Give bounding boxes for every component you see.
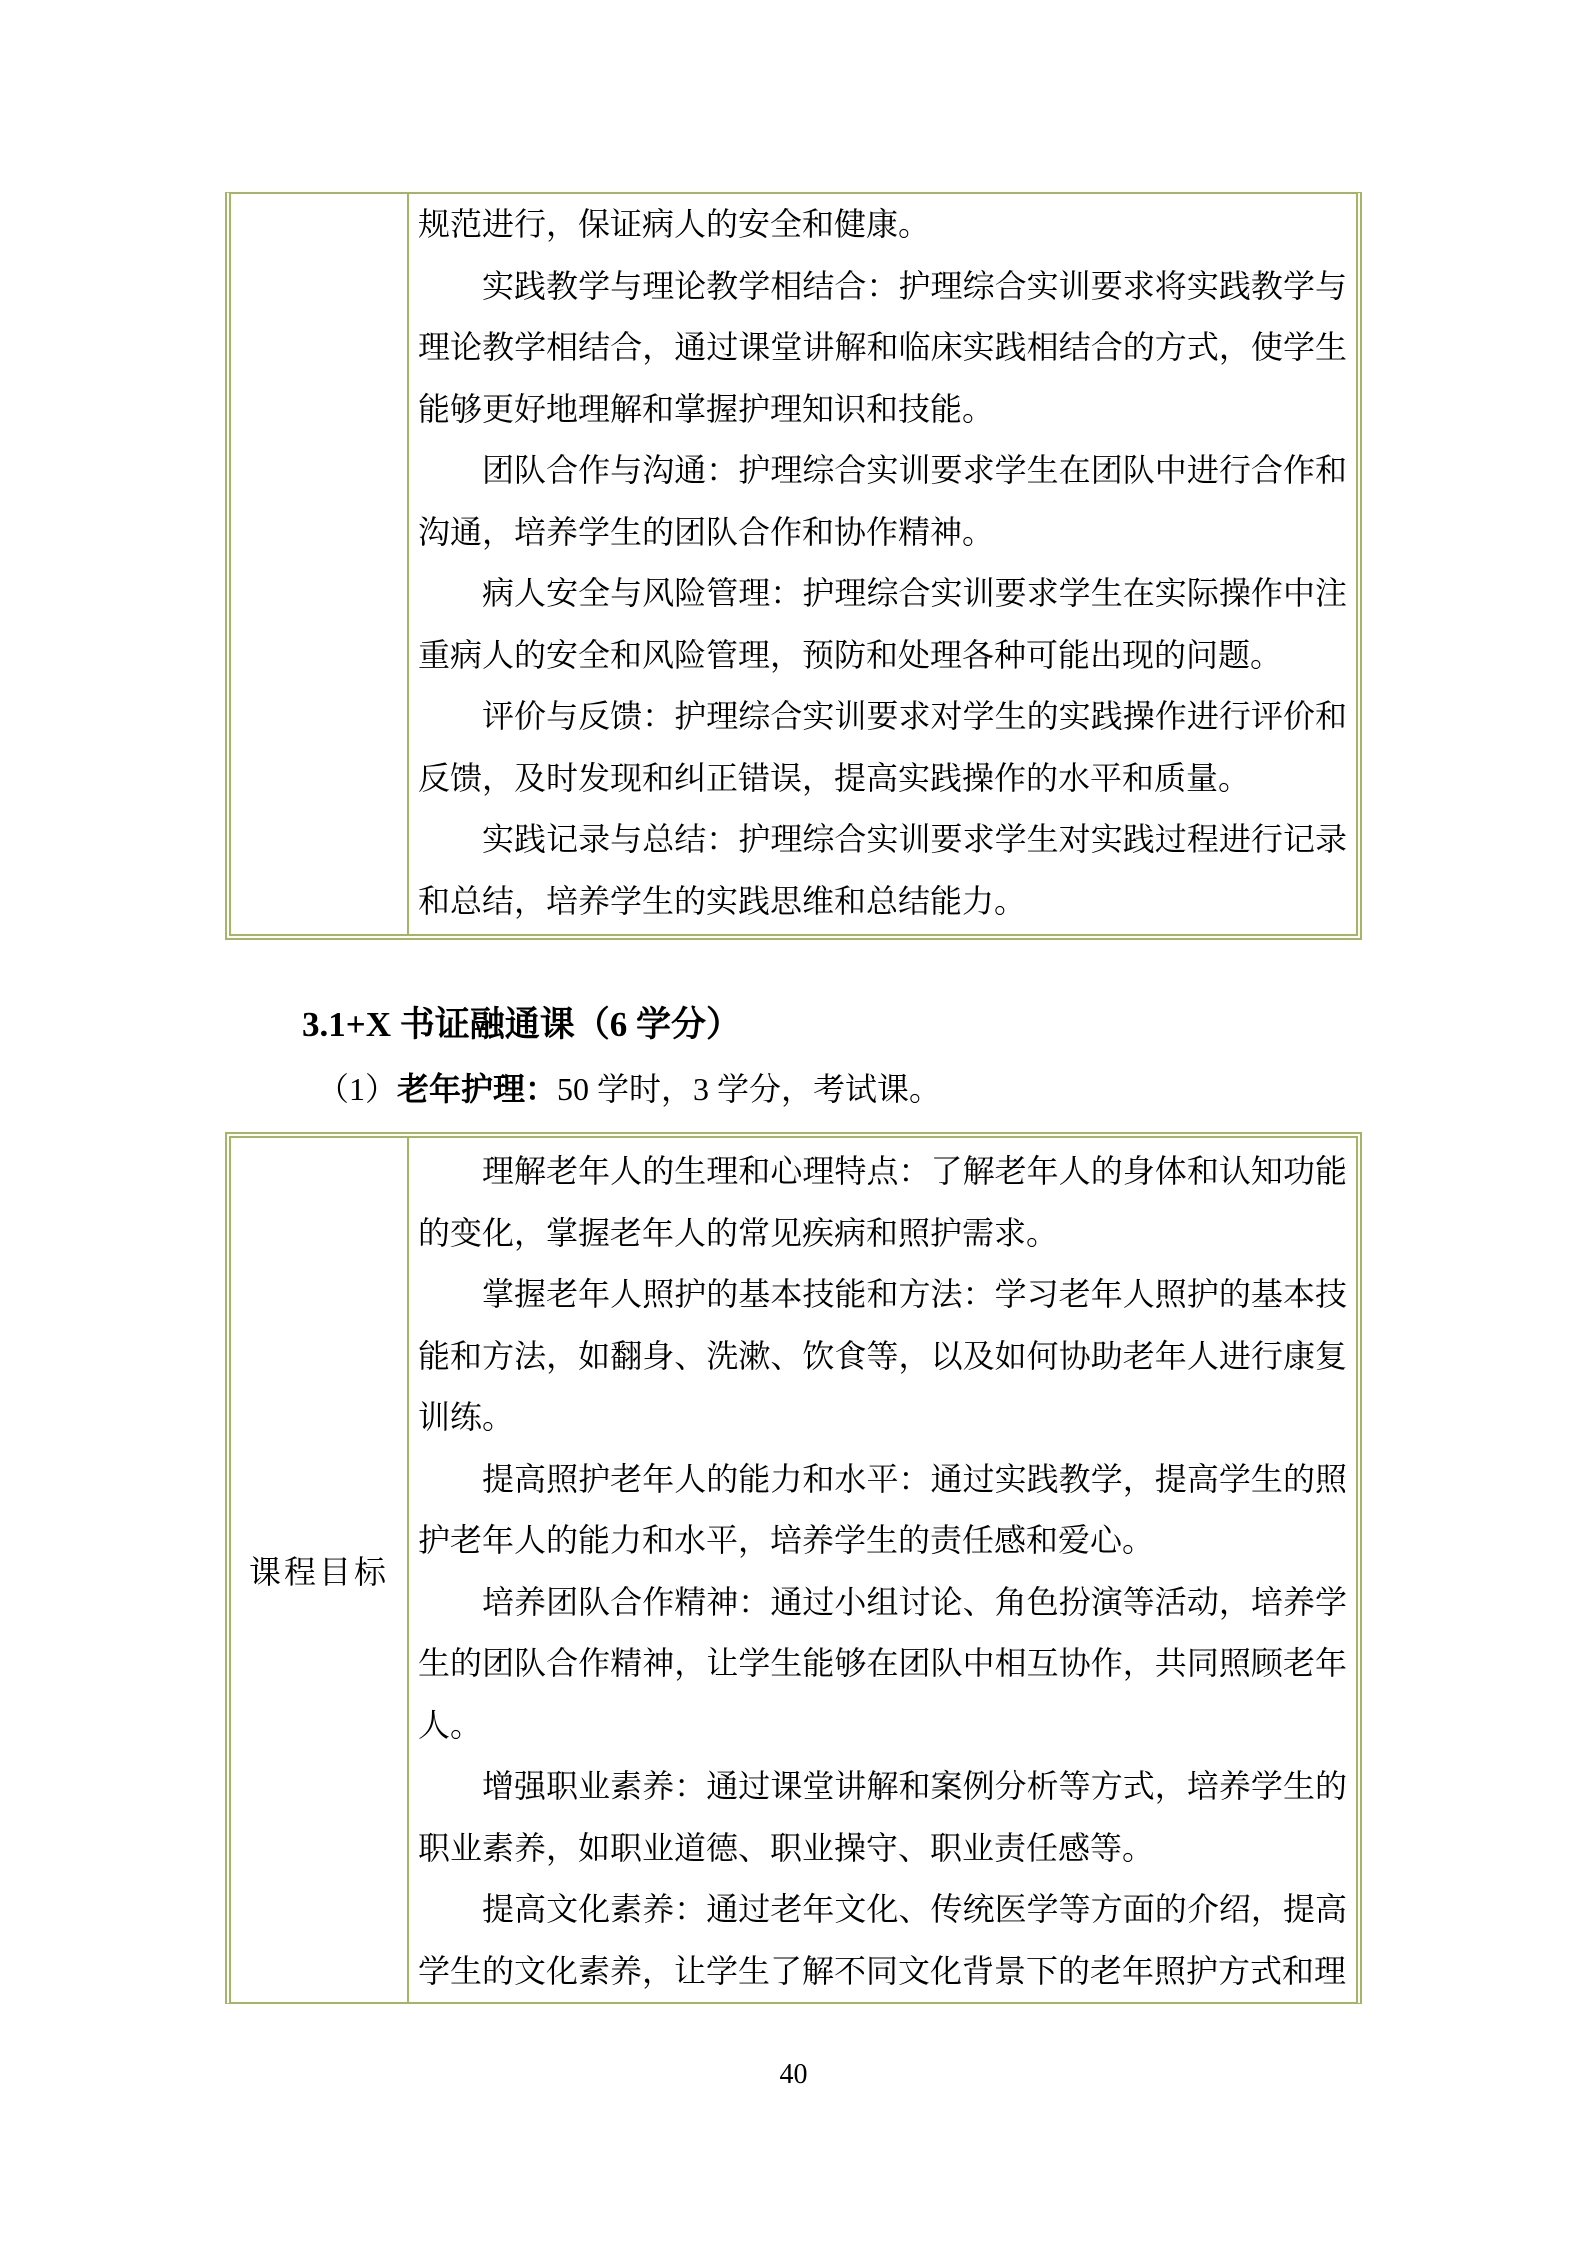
section-heading: 3.1+X 书证融通课（6 学分）	[302, 1005, 741, 1044]
course-item-title: 老年护理：	[397, 1071, 558, 1107]
paragraph: 增强职业素养：通过课堂讲解和案例分析等方式，培养学生的职业素养，如职业道德、职业操守、职业责任感等。	[418, 1768, 1347, 1866]
paragraph: 提高照护老年人的能力和水平：通过实践教学，提高学生的照护老年人的能力和水平，培养学生的责任感和爱心。	[418, 1460, 1347, 1558]
course-item	[317, 1057, 941, 1121]
paragraph: 培养团队合作精神：通过小组讨论、角色扮演等活动，培养学生的团队合作精神，让学生能够在团队中相互协作，共同照顾老年人。	[418, 1583, 1347, 1743]
course-item-prefix: （1）	[317, 1071, 398, 1107]
paragraph: 理解老年人的生理和心理特点：了解老年人的身体和认知功能的变化，掌握老年人的常见疾病和照护需求。	[418, 1153, 1347, 1251]
paragraph: 评价与反馈：护理综合实训要求对学生的实践操作进行评价和反馈，及时发现和纠正错误，提高实践操作的水平和质量。	[418, 698, 1347, 796]
page-number: 40	[779, 2059, 808, 2090]
table-label-cell-empty	[231, 194, 409, 934]
paragraph: 规范进行，保证病人的安全和健康。	[418, 206, 931, 242]
paragraph: 实践教学与理论教学相结合：护理综合实训要求将实践教学与理论教学相结合，通过课堂讲解和临床实践相结合的方式，使学生能够更好地理解和掌握护理知识和技能。	[418, 267, 1347, 427]
course-item-details: 50 学时，3 学分，考试课。	[557, 1071, 942, 1107]
course-table-continued	[225, 192, 1362, 940]
course-objectives-table	[225, 1132, 1362, 2004]
course-objectives-label: 课程目标	[231, 1138, 409, 2002]
table-body-cell	[409, 1138, 1356, 2002]
paragraph: 提高文化素养：通过老年文化、传统医学等方面的介绍，提高学生的文化素养，让学生了解不同文化背景下的老年照护方式和理	[418, 1891, 1347, 1989]
table-body-cell	[409, 194, 1356, 934]
paragraph: 掌握老年人照护的基本技能和方法：学习老年人照护的基本技能和方法，如翻身、洗漱、饮食等，以及如何协助老年人进行康复训练。	[418, 1276, 1347, 1435]
paragraph: 病人安全与风险管理：护理综合实训要求学生在实际操作中注重病人的安全和风险管理，预防和处理各种可能出现的问题。	[418, 575, 1347, 673]
paragraph: 团队合作与沟通：护理综合实训要求学生在团队中进行合作和沟通，培养学生的团队合作和协作精神。	[418, 452, 1347, 550]
paragraph: 实践记录与总结：护理综合实训要求学生对实践过程进行记录和总结，培养学生的实践思维和总结能力。	[418, 821, 1347, 919]
